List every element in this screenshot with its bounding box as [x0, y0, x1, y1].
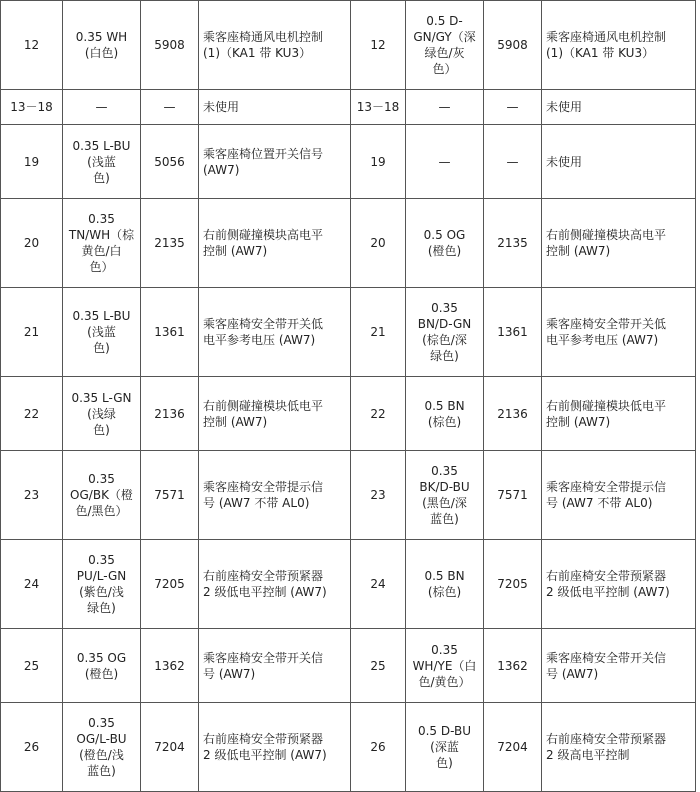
- right-circuit-cell: —: [484, 90, 542, 125]
- right-circuit-cell: 7571: [484, 451, 542, 540]
- right-circuit-cell: 7205: [484, 540, 542, 629]
- left-pin-cell: 19: [1, 125, 63, 199]
- right-function-cell: 乘客座椅安全带提示信 号 (AW7 不带 AL0): [542, 451, 696, 540]
- left-function-cell: 乘客座椅安全带提示信 号 (AW7 不带 AL0): [199, 451, 351, 540]
- left-wire-cell: 0.35 OG (橙色): [63, 629, 141, 703]
- right-pin-cell: 12: [351, 1, 406, 90]
- table-row: [1, 125, 696, 199]
- right-wire-cell: 0.35 BK/D-BU (黑色/深 蓝色): [406, 451, 484, 540]
- left-circuit-cell: 1362: [141, 629, 199, 703]
- left-circuit-cell: 5908: [141, 1, 199, 90]
- right-wire-cell: 0.5 BN (棕色): [406, 540, 484, 629]
- left-function-cell: 未使用: [199, 90, 351, 125]
- right-function-cell: 乘客座椅安全带开关信 号 (AW7): [542, 629, 696, 703]
- table-row: [1, 1, 696, 90]
- right-pin-cell: 26: [351, 703, 406, 792]
- left-pin-cell: 24: [1, 540, 63, 629]
- left-circuit-cell: 5056: [141, 125, 199, 199]
- right-wire-cell: 0.35 WH/YE（白 色/黄色）: [406, 629, 484, 703]
- left-wire-cell: 0.35 OG/BK（橙 色/黑色）: [63, 451, 141, 540]
- right-wire-cell: 0.5 OG (橙色): [406, 199, 484, 288]
- table-row: [1, 199, 696, 288]
- left-function-cell: 乘客座椅安全带开关低 电平参考电压 (AW7): [199, 288, 351, 377]
- right-wire-cell: —: [406, 125, 484, 199]
- left-pin-cell: 26: [1, 703, 63, 792]
- left-circuit-cell: 7205: [141, 540, 199, 629]
- left-wire-cell: 0.35 OG/L-BU (橙色/浅 蓝色): [63, 703, 141, 792]
- left-pin-cell: 21: [1, 288, 63, 377]
- right-function-cell: 乘客座椅安全带开关低 电平参考电压 (AW7): [542, 288, 696, 377]
- left-function-cell: 右前侧碰撞模块低电平 控制 (AW7): [199, 377, 351, 451]
- right-function-cell: 右前侧碰撞模块高电平 控制 (AW7): [542, 199, 696, 288]
- table-row: [1, 540, 696, 629]
- right-circuit-cell: —: [484, 125, 542, 199]
- left-pin-cell: 20: [1, 199, 63, 288]
- left-circuit-cell: 2136: [141, 377, 199, 451]
- left-wire-cell: 0.35 L-GN (浅绿 色): [63, 377, 141, 451]
- right-function-cell: 右前侧碰撞模块低电平 控制 (AW7): [542, 377, 696, 451]
- right-wire-cell: 0.5 D-BU (深蓝 色): [406, 703, 484, 792]
- left-pin-cell: 12: [1, 1, 63, 90]
- right-circuit-cell: 5908: [484, 1, 542, 90]
- left-wire-cell: 0.35 WH (白色): [63, 1, 141, 90]
- right-circuit-cell: 2136: [484, 377, 542, 451]
- left-function-cell: 右前座椅安全带预紧器 2 级低电平控制 (AW7): [199, 703, 351, 792]
- right-circuit-cell: 1362: [484, 629, 542, 703]
- right-function-cell: 未使用: [542, 125, 696, 199]
- table-row: [1, 703, 696, 792]
- left-wire-cell: 0.35 PU/L-GN (紫色/浅 绿色): [63, 540, 141, 629]
- right-function-cell: 未使用: [542, 90, 696, 125]
- right-circuit-cell: 7204: [484, 703, 542, 792]
- left-function-cell: 乘客座椅通风电机控制 (1)（KA1 带 KU3）: [199, 1, 351, 90]
- right-circuit-cell: 2135: [484, 199, 542, 288]
- table-row: [1, 377, 696, 451]
- right-function-cell: 右前座椅安全带预紧器 2 级低电平控制 (AW7): [542, 540, 696, 629]
- right-pin-cell: 23: [351, 451, 406, 540]
- left-function-cell: 右前座椅安全带预紧器 2 级低电平控制 (AW7): [199, 540, 351, 629]
- right-pin-cell: 21: [351, 288, 406, 377]
- right-pin-cell: 22: [351, 377, 406, 451]
- left-pin-cell: 22: [1, 377, 63, 451]
- left-circuit-cell: 2135: [141, 199, 199, 288]
- table-row: [1, 288, 696, 377]
- left-wire-cell: —: [63, 90, 141, 125]
- right-pin-cell: 25: [351, 629, 406, 703]
- right-pin-cell: 13－18: [351, 90, 406, 125]
- right-wire-cell: 0.35 BN/D-GN (棕色/深 绿色): [406, 288, 484, 377]
- left-circuit-cell: 1361: [141, 288, 199, 377]
- left-function-cell: 乘客座椅安全带开关信 号 (AW7): [199, 629, 351, 703]
- table-row: [1, 90, 696, 125]
- left-wire-cell: 0.35 L-BU (浅蓝 色): [63, 288, 141, 377]
- right-function-cell: 右前座椅安全带预紧器 2 级高电平控制: [542, 703, 696, 792]
- left-circuit-cell: 7571: [141, 451, 199, 540]
- right-pin-cell: 19: [351, 125, 406, 199]
- right-function-cell: 乘客座椅通风电机控制 (1)（KA1 带 KU3）: [542, 1, 696, 90]
- left-wire-cell: 0.35 L-BU (浅蓝 色): [63, 125, 141, 199]
- right-pin-cell: 20: [351, 199, 406, 288]
- right-wire-cell: 0.5 D- GN/GY（深 绿色/灰 色）: [406, 1, 484, 90]
- left-pin-cell: 13－18: [1, 90, 63, 125]
- left-function-cell: 右前侧碰撞模块高电平 控制 (AW7): [199, 199, 351, 288]
- left-wire-cell: 0.35 TN/WH（棕 黄色/白 色）: [63, 199, 141, 288]
- right-pin-cell: 24: [351, 540, 406, 629]
- left-circuit-cell: —: [141, 90, 199, 125]
- left-pin-cell: 25: [1, 629, 63, 703]
- table-row: [1, 451, 696, 540]
- left-circuit-cell: 7204: [141, 703, 199, 792]
- left-function-cell: 乘客座椅位置开关信号 (AW7): [199, 125, 351, 199]
- right-wire-cell: 0.5 BN (棕色): [406, 377, 484, 451]
- table-row: [1, 629, 696, 703]
- right-circuit-cell: 1361: [484, 288, 542, 377]
- right-wire-cell: —: [406, 90, 484, 125]
- left-pin-cell: 23: [1, 451, 63, 540]
